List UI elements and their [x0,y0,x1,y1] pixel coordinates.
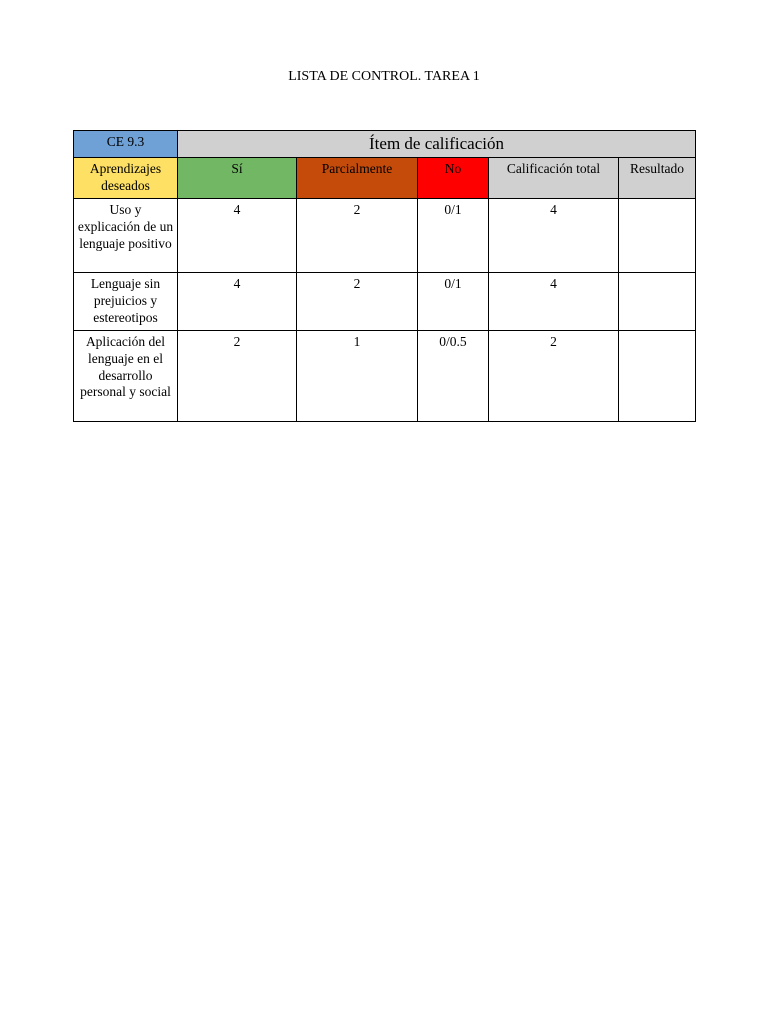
no-cell: 0/0.5 [418,331,489,422]
si-cell: 4 [178,273,297,331]
si-cell: 2 [178,331,297,422]
header-si: Sí [178,158,297,199]
calificacion-total-cell: 4 [489,199,619,273]
ce-code-cell: CE 9.3 [74,131,178,158]
table-header-row [74,131,696,158]
aprendizaje-cell: Aplicación del lenguaje en el desarrollo personal y social [74,331,178,422]
resultado-cell[interactable] [619,199,696,273]
parcialmente-cell: 2 [297,199,418,273]
calificacion-total-cell: 4 [489,273,619,331]
aprendizaje-cell: Uso y explicación de un lenguaje positivo [74,199,178,273]
aprendizaje-cell: Lenguaje sin prejuicios y estereotipos [74,273,178,331]
checklist-table [73,130,696,422]
header-parcialmente: Parcialmente [297,158,418,199]
table-row [74,273,696,331]
resultado-cell[interactable] [619,273,696,331]
no-cell: 0/1 [418,199,489,273]
header-aprendizajes: Aprendizajes deseados [74,158,178,199]
page-title: LISTA DE CONTROL. TAREA 1 [288,69,480,84]
resultado-cell[interactable] [619,331,696,422]
calificacion-total-cell: 2 [489,331,619,422]
header-no: No [418,158,489,199]
no-cell: 0/1 [418,273,489,331]
si-cell: 4 [178,199,297,273]
parcialmente-cell: 1 [297,331,418,422]
header-resultado: Resultado [619,158,696,199]
table-row [74,331,696,422]
parcialmente-cell: 2 [297,273,418,331]
table-subheader-row [74,158,696,199]
grading-item-header: Ítem de calificación [178,131,696,158]
header-calificacion-total: Calificación total [489,158,619,199]
table-row [74,199,696,273]
